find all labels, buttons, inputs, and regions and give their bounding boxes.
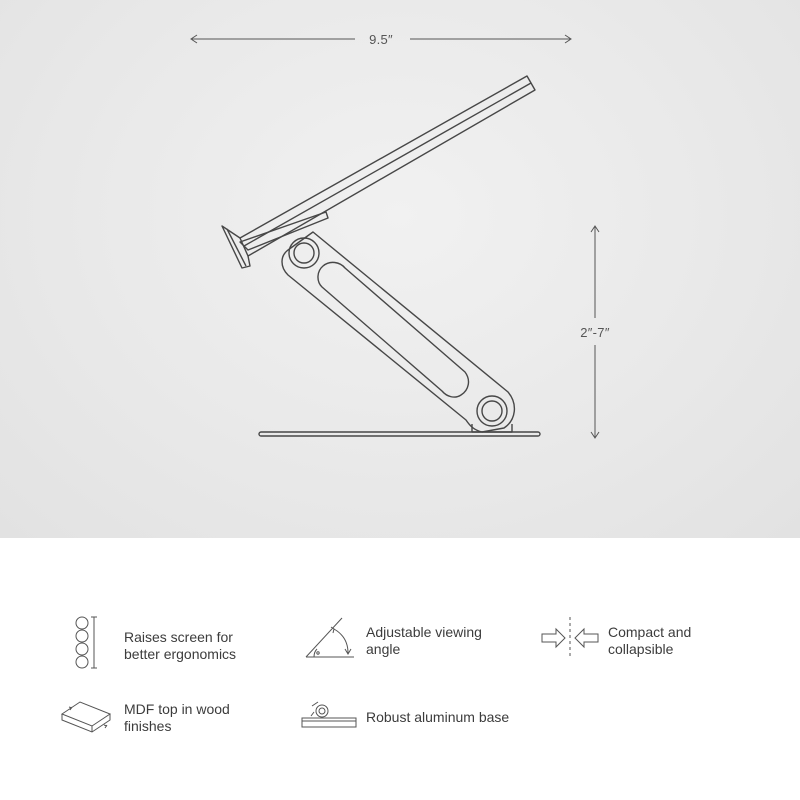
feature-viewing-angle: [304, 615, 482, 666]
feature-compact: [540, 615, 691, 666]
feature-raises-screen: [68, 615, 236, 676]
feature-label: Compact and collapsible: [608, 623, 692, 657]
feature-label: Adjustable viewing angle: [366, 623, 482, 657]
wood-board-icon: [58, 692, 124, 743]
angle-icon: [304, 615, 366, 666]
aluminum-base-icon: [300, 700, 366, 735]
compact-arrows-icon: [540, 615, 608, 666]
feature-mdf-top: [58, 692, 230, 743]
feature-label: Robust aluminum base: [366, 709, 510, 725]
features-section: [0, 538, 800, 800]
stand-outline: [222, 76, 540, 436]
feature-label: Raises screen for better ergonomics: [124, 628, 237, 662]
stacked-discs-icon: [68, 615, 124, 676]
feature-label: MDF top in wood finishes: [124, 700, 230, 734]
width-dimension-label: 9.5″: [369, 32, 393, 47]
feature-aluminum-base: [300, 700, 509, 735]
height-dimension-label: 2″-7″: [580, 325, 610, 340]
